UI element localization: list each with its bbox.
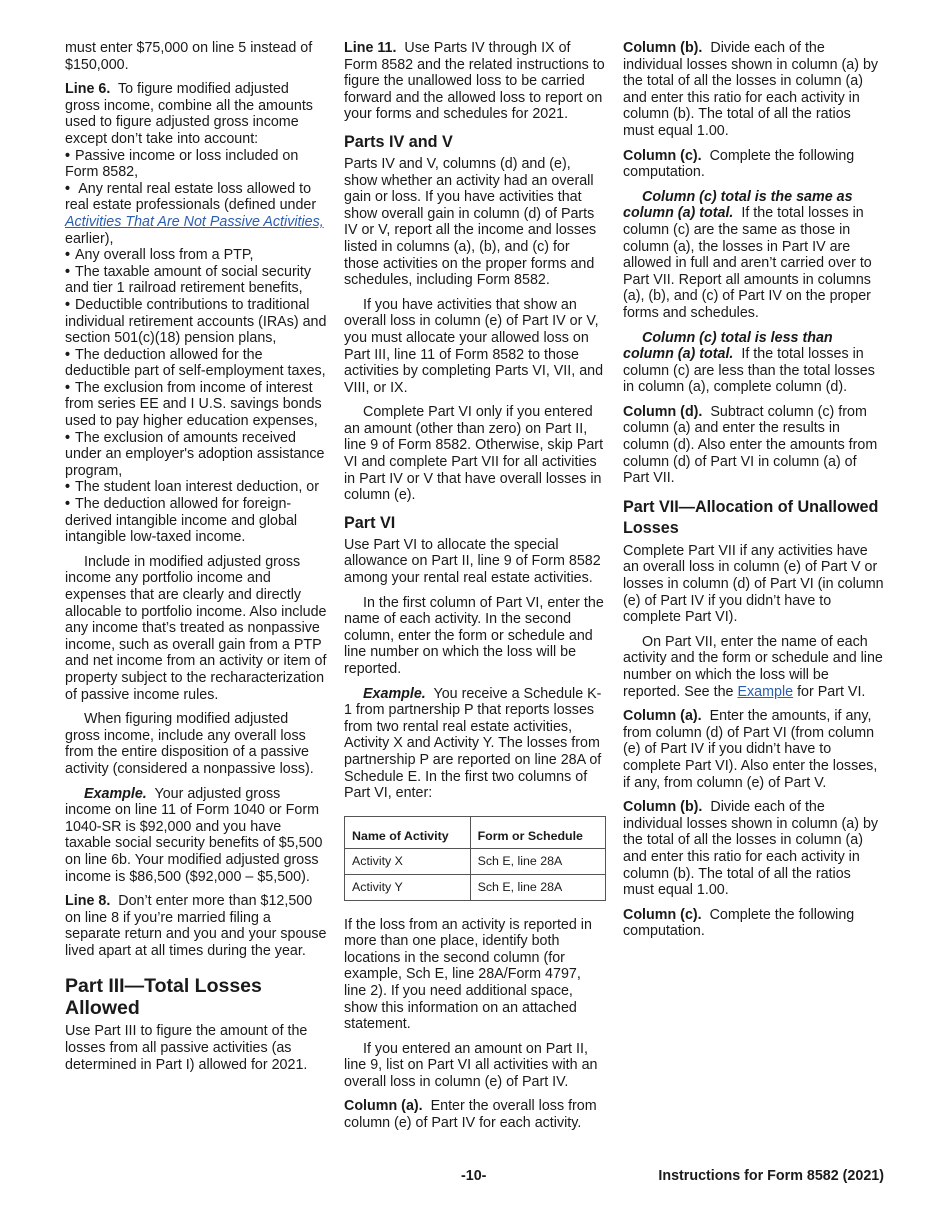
column-left bbox=[65, 40, 327, 1081]
paragraph: If you have activities that show an overall loss in column (e) of Part IV or V, you must allocate your allowed loss on Part III, line 11 of Form 8582 to those activities by completing Parts VI, VII, and VIII, or IX. bbox=[344, 296, 604, 396]
colc-text: Complete the following computation. bbox=[623, 906, 855, 940]
list-item: • The taxable amount of social security and tier 1 railroad retirement benefits, bbox=[65, 264, 327, 297]
line11-text: Use Parts IV through IX of Form 8582 and the related instructions to figure the unallowed loss to be carried forward and the allowed loss to report on your forms and schedules for 2021. bbox=[344, 40, 605, 123]
paragraph: If the loss from an activity is reported in more than one place, identify both locations in the second column (for example, Sch E, line 28A/Form 4797, line 2). If you need additional space, show this information on an attached statement. bbox=[344, 916, 592, 1033]
paragraph bbox=[623, 634, 885, 700]
paragraph: must enter $75,000 on line 5 instead of $150,000. bbox=[65, 40, 313, 73]
line6-paragraph bbox=[65, 81, 327, 147]
part6-heading: Part VI bbox=[344, 513, 396, 532]
colc-head: Column (c). bbox=[623, 147, 702, 164]
line6-head: Line 6. bbox=[65, 81, 111, 98]
cola-text: Enter the amounts, if any, from column (d) of Part VI (from column (e) of Part IV if you didn’t have to complete Part VI). Also enter the losses, if any, from column (e) of Part V. bbox=[623, 708, 878, 791]
list-item: • The exclusion of amounts received under an employer's adoption assistance program, bbox=[65, 430, 327, 480]
paragraph: If you entered an amount on Part II, line 9, list on Part VI all activities with an overall loss in column (e) of Part IV. bbox=[344, 1040, 598, 1090]
line8-text: Don’t enter more than $12,500 on line 8 if you’re married filing a separate return and you and your spouse lived apart at all times during the year. bbox=[65, 893, 327, 959]
list-item: • Any overall loss from a PTP, bbox=[65, 247, 327, 264]
colb-head: Column (b). bbox=[623, 40, 703, 56]
table-cell: Activity Y bbox=[345, 874, 471, 900]
colb-paragraph bbox=[623, 40, 885, 140]
list-item-text: earlier), bbox=[65, 230, 114, 247]
paragraph: Use Part VI to allocate the special allowance on Part II, line 9 of Form 8582 among your rental real estate activities. bbox=[344, 536, 601, 587]
example-paragraph bbox=[344, 686, 606, 802]
parts45-heading: Parts IV and V bbox=[344, 132, 453, 151]
colb-text: Divide each of the individual losses shown in column (a) by the total of all the losses in column (a) and enter this ratio for each activity in column (b). The total of all the ratios must equal 1.00. bbox=[623, 799, 879, 899]
list-item: • Passive income or loss included on Form 8582, bbox=[65, 148, 327, 181]
cola-head: Column (a). bbox=[344, 1098, 423, 1115]
part7-heading: Part VII—Allocation of Unallowed Losses bbox=[623, 497, 879, 537]
example-paragraph bbox=[65, 786, 327, 886]
example-text: You receive a Schedule K-1 from partnership P that reports losses from two rental real estate activities, Activity X and Activity Y. The losses from partnership P are reported on line 28A of Schedule E. In the first two columns of Part VI, enter: bbox=[344, 685, 602, 802]
paragraph-text: On Part VII, enter the name of each activity and the form or schedule and line number on which the loss will be reported. See the bbox=[623, 633, 883, 700]
same-text: If the total losses in column (c) are the same as those in column (a), the losses in Part IV are allowed in full and aren’t carried over to Part VII. Report all amounts in columns (a), (b), and (c) of Part IV on the proper forms and schedules. bbox=[623, 205, 872, 321]
table-row bbox=[345, 874, 606, 900]
table-header-cell: Name of Activity bbox=[345, 816, 471, 849]
cola-head: Column (a). bbox=[623, 708, 702, 725]
line11-head: Line 11. bbox=[344, 40, 397, 56]
table-header-cell: Form or Schedule bbox=[470, 816, 605, 849]
activity-table bbox=[344, 816, 606, 901]
page-number: -10- bbox=[461, 1168, 487, 1184]
less-paragraph bbox=[623, 330, 885, 396]
list-item: • The deduction allowed for the deductible part of self-employment taxes, bbox=[65, 347, 327, 380]
cola-paragraph bbox=[623, 708, 885, 791]
list-item: • Deductible contributions to traditional individual retirement accounts (IRAs) and section 501(c)(18) pension plans, bbox=[65, 297, 327, 347]
cold-paragraph bbox=[623, 404, 885, 487]
colc-text: Complete the following computation. bbox=[623, 147, 855, 181]
colc-paragraph bbox=[623, 148, 885, 181]
line8-head: Line 8. bbox=[65, 893, 111, 910]
cold-head: Column (d). bbox=[623, 403, 703, 420]
paragraph: Parts IV and V, columns (d) and (e), show whether an activity had an overall gain or loss. If you have activities that show overall gain in column (d) of Parts IV or V, report all the income and losses listed in columns (a), (b), and (c) for those activities on the proper forms and schedules, including Form 8582. bbox=[344, 155, 597, 289]
paragraph: Complete Part VI only if you entered an amount (other than zero) on Part II, line 9 of Form 8582. Otherwise, skip Part VI and complete Part VII for all activities in Part IV or V that have overall losses in column (e). bbox=[344, 404, 604, 504]
less-text: If the total losses in column (c) are less than the total losses in column (a), complete column (d). bbox=[623, 346, 875, 396]
paragraph: Use Part III to figure the amount of the losses from all passive activities (as determined in Part I) allowed for 2021. bbox=[65, 1023, 308, 1073]
line8-paragraph bbox=[65, 893, 327, 959]
less-head: Column (c) total is less than column (a) total. bbox=[623, 329, 833, 363]
paragraph: In the first column of Part VI, enter the name of each activity. In the second column, enter the form or schedule and line number on which the loss will be reported. bbox=[344, 594, 604, 677]
colc-paragraph bbox=[623, 907, 885, 940]
column-middle bbox=[344, 40, 606, 1140]
part3-heading: Part III—Total Losses Allowed bbox=[65, 975, 262, 1020]
colb-text: Divide each of the individual losses shown in column (a) by the total of all the losses in column (a) and enter this ratio for each activity in column (b). The total of all the ratios must equal 1.00. bbox=[623, 40, 879, 139]
list-item: • The deduction allowed for foreign-derived intangible income and global intangible low-taxed income. bbox=[65, 496, 327, 546]
colb-paragraph bbox=[623, 799, 885, 899]
list-item bbox=[65, 181, 327, 247]
paragraph: Include in modified adjusted gross income any portfolio income and expenses that are clearly and directly allocable to portfolio income. Also include any income that’s treated as nonpassive income, such as overall gain from a PTP and net income from an activity or item of property subject to the recharacterization of passive income rules. bbox=[65, 553, 327, 703]
cola-paragraph bbox=[344, 1098, 606, 1131]
paragraph: Complete Part VII if any activities have an overall loss in column (e) of Part V or losses in column (d) of Part VI (in column (e) of Part IV if you didn’t have to complete Part VI). bbox=[623, 542, 884, 626]
same-head: Column (c) total is the same as column (a) total. bbox=[623, 188, 853, 222]
list-item: • The student loan interest deduction, or bbox=[65, 479, 327, 496]
list-item-text: Any rental real estate loss allowed to real estate professionals (defined under bbox=[65, 180, 317, 214]
column-right bbox=[623, 40, 885, 948]
list-item: • The exclusion from income of interest from series EE and I U.S. savings bonds used to pay higher education expenses, bbox=[65, 380, 327, 430]
colb-head: Column (b). bbox=[623, 799, 703, 816]
example-text: Your adjusted gross income on line 11 of Form 1040 or Form 1040-SR is $92,000 and you have taxable social security benefits of $5,500 on line 6b. Your modified adjusted gross income is $86,500 ($92,000 – $5,500). bbox=[65, 785, 323, 885]
cola-text: Enter the overall loss from column (e) of Part IV for each activity. bbox=[344, 1098, 597, 1132]
cold-text: Subtract column (c) from column (a) and enter the results in column (d). Also enter the amounts from column (d) of Part VI in column (a) of Part VII. bbox=[623, 403, 878, 487]
line6-text: To figure modified adjusted gross income, combine all the amounts used to figure adjusted gross income except don’t take into account: bbox=[65, 81, 313, 147]
table-row bbox=[345, 849, 606, 875]
table-cell: Activity X bbox=[345, 849, 471, 875]
example-link[interactable]: Example bbox=[737, 683, 794, 700]
activities-not-passive-link[interactable]: Activities That Are Not Passive Activities, bbox=[65, 213, 324, 230]
line11-paragraph bbox=[344, 40, 606, 123]
table-cell: Sch E, line 28A bbox=[470, 849, 605, 875]
table-cell: Sch E, line 28A bbox=[470, 874, 605, 900]
paragraph-text: for Part VI. bbox=[797, 683, 866, 700]
form-title: Instructions for Form 8582 (2021) bbox=[658, 1168, 884, 1184]
colc-head: Column (c). bbox=[623, 906, 702, 923]
table-header-row bbox=[345, 816, 606, 849]
paragraph: When figuring modified adjusted gross income, include any overall loss from the entire disposition of a passive activity (considered a nonpassive loss). bbox=[65, 711, 314, 777]
example-head: Example. bbox=[84, 785, 147, 802]
example-head: Example. bbox=[363, 685, 426, 702]
same-paragraph bbox=[623, 189, 885, 322]
